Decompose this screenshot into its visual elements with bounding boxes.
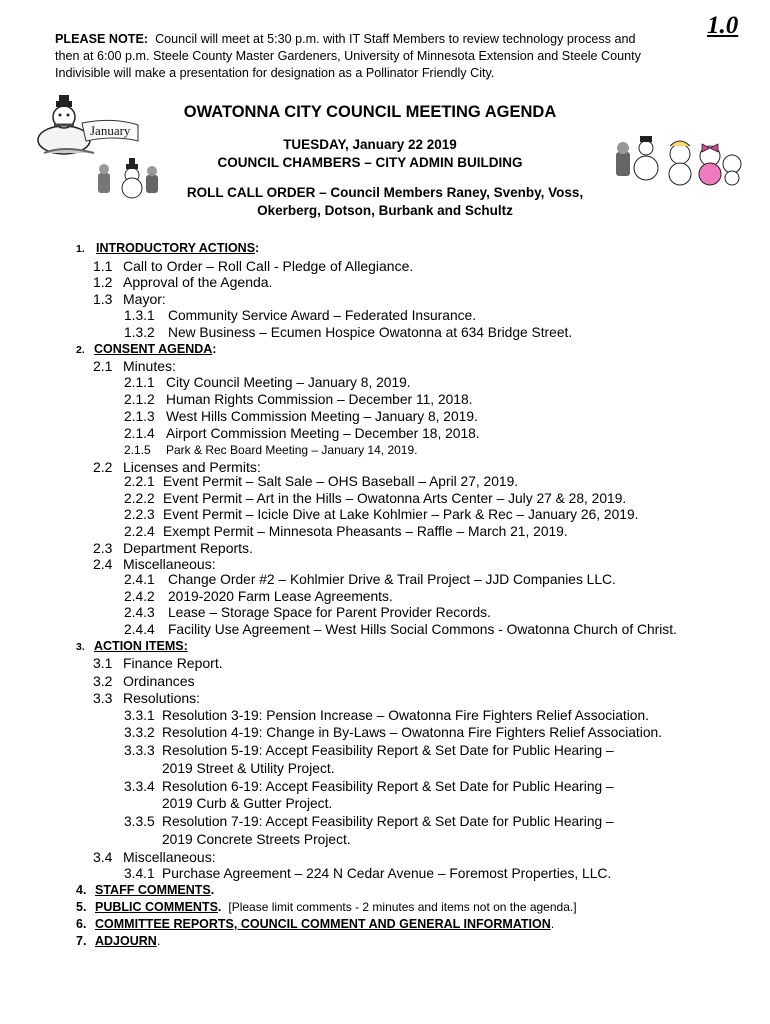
section-2-heading: 2. CONSENT AGENDA: bbox=[76, 342, 217, 356]
item-2-2-4: 2.2.4 Exempt Permit – Minnesota Pheasants – Raffle – March 21, 2019. bbox=[124, 524, 568, 539]
item-2-1: 2.1 Minutes: bbox=[93, 358, 176, 374]
item-2-4-1: 2.4.1 Change Order #2 – Kohlmier Drive & Trail Project – JJD Companies LLC. bbox=[124, 572, 616, 587]
item-2-2-1: 2.2.1 Event Permit – Salt Sale – OHS Baseball – April 27, 2019. bbox=[124, 474, 519, 489]
item-3-3-3: 3.3.3 Resolution 5-19: Accept Feasibility Report & Set Date for Public Hearing – bbox=[124, 743, 614, 758]
january-scroll-text: January bbox=[90, 123, 131, 138]
item-1-2: 1.2 Approval of the Agenda. bbox=[93, 274, 273, 290]
item-2-3: 2.3 Department Reports. bbox=[93, 540, 253, 556]
item-3-3-4: 3.3.4 Resolution 6-19: Accept Feasibility Report & Set Date for Public Hearing – bbox=[124, 779, 614, 794]
item-2-1-1: 2.1.1 City Council Meeting – January 8, 2019. bbox=[124, 375, 411, 390]
item-3-3-5-continued: 2019 Concrete Streets Project. bbox=[162, 832, 351, 847]
item-3-1: 3.1 Finance Report. bbox=[93, 655, 223, 671]
meeting-location: COUNCIL CHAMBERS – CITY ADMIN BUILDING bbox=[217, 155, 523, 170]
item-2-4-4: 2.4.4 Facility Use Agreement – West Hills Social Commons - Owatonna Church of Christ. bbox=[124, 622, 677, 637]
item-2-1-2: 2.1.2 Human Rights Commission – December 11, 2018. bbox=[124, 392, 473, 407]
item-3-4: 3.4 Miscellaneous: bbox=[93, 849, 216, 865]
item-1-3: 1.3 Mayor: bbox=[93, 291, 166, 307]
item-2-2-3: 2.2.3 Event Permit – Icicle Dive at Lake Kohlmier – Park & Rec – January 26, 2019. bbox=[124, 507, 639, 522]
item-2-2: 2.2 Licenses and Permits: bbox=[93, 459, 261, 475]
meeting-note bbox=[55, 31, 715, 82]
note-line-3: Indivisible will make a presentation for designation as a Pollinator Friendly City. bbox=[55, 66, 495, 80]
item-3-2: 3.2 Ordinances bbox=[93, 673, 195, 689]
note-line-1: Council will meet at 5:30 p.m. with IT Staff Members to review technology process and bbox=[155, 32, 636, 46]
item-1-1: 1.1 Call to Order – Roll Call - Pledge of Allegiance. bbox=[93, 258, 414, 274]
section-1-heading: 1. INTRODUCTORY ACTIONS: bbox=[76, 241, 260, 255]
item-2-1-4: 2.1.4 Airport Commission Meeting – December 18, 2018. bbox=[124, 426, 480, 441]
item-2-1-5: 2.1.5 Park & Rec Board Meeting – January 14, 2019. bbox=[124, 443, 418, 457]
item-1-3-2: 1.3.2 New Business – Ecumen Hospice Owatonna at 634 Bridge Street. bbox=[124, 325, 573, 340]
roll-call-line-1: ROLL CALL ORDER – Council Members Raney, Svenby, Voss, bbox=[186, 185, 584, 200]
meeting-date: TUESDAY, January 22 2019 bbox=[283, 137, 457, 152]
agenda-title: OWATONNA CITY COUNCIL MEETING AGENDA bbox=[183, 103, 557, 121]
item-3-3-1: 3.3.1 Resolution 3-19: Pension Increase – Owatonna Fire Fighters Relief Association. bbox=[124, 708, 649, 723]
item-2-4: 2.4 Miscellaneous: bbox=[93, 556, 216, 572]
item-2-1-3: 2.1.3 West Hills Commission Meeting – January 8, 2019. bbox=[124, 409, 478, 424]
item-3-3-4-continued: 2019 Curb & Gutter Project. bbox=[162, 796, 333, 811]
section-5-note: [Please limit comments - 2 minutes and items not on the agenda.] bbox=[228, 900, 577, 914]
item-3-4-1: 3.4.1 Purchase Agreement – 224 N Cedar Avenue – Foremost Properties, LLC. bbox=[124, 866, 612, 881]
item-3-3-2: 3.3.2 Resolution 4-19: Change in By-Laws – Owatonna Fire Fighters Relief Association. bbox=[124, 725, 663, 740]
roll-call-line-2: Okerberg, Dotson, Burbank and Schultz bbox=[257, 203, 513, 218]
item-3-3-3-continued: 2019 Street & Utility Project. bbox=[162, 761, 335, 776]
item-3-3-5: 3.3.5 Resolution 7-19: Accept Feasibility Report & Set Date for Public Hearing – bbox=[124, 814, 614, 829]
section-7-heading: 7. ADJOURN. bbox=[76, 934, 161, 948]
section-5-heading: 5. PUBLIC COMMENTS. [Please limit comments - 2 minutes and items not on the agenda.] bbox=[76, 900, 577, 914]
note-label: PLEASE NOTE: bbox=[55, 32, 149, 46]
note-line-2: then at 6:00 p.m. Steele County Master Gardeners, University of Minnesota Extension and Steele County bbox=[55, 49, 641, 63]
item-2-2-2: 2.2.2 Event Permit – Art in the Hills – Owatonna Arts Center – July 27 & 28, 2019. bbox=[124, 491, 627, 506]
item-3-3: 3.3 Resolutions: bbox=[93, 690, 201, 706]
section-3-heading: 3. ACTION ITEMS: bbox=[76, 639, 188, 653]
section-4-heading: 4. STAFF COMMENTS. bbox=[76, 883, 215, 897]
section-6-heading: 6. COMMITTEE REPORTS, COUNCIL COMMENT AND GENERAL INFORMATION. bbox=[76, 917, 555, 931]
page-number: 1.0 bbox=[707, 12, 739, 39]
item-1-3-1: 1.3.1 Community Service Award – Federated Insurance. bbox=[124, 308, 477, 323]
item-2-4-3: 2.4.3 Lease – Storage Space for Parent Provider Records. bbox=[124, 605, 491, 620]
item-2-4-2: 2.4.2 2019-2020 Farm Lease Agreements. bbox=[124, 589, 393, 604]
